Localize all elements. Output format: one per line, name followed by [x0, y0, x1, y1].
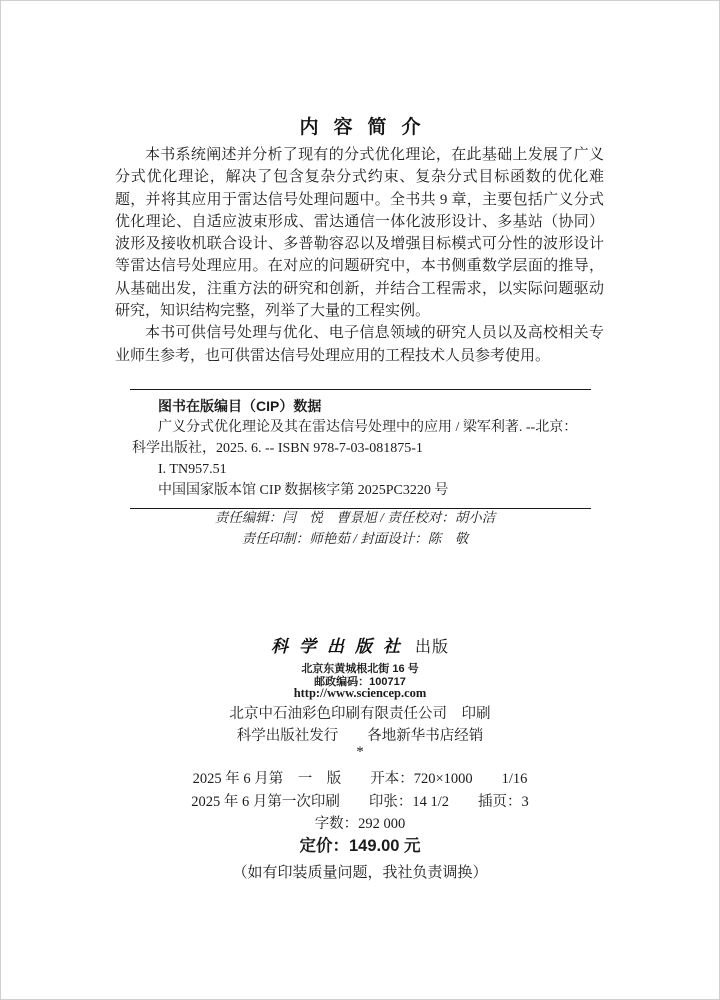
cip-record-number-line: 中国国家版本馆 CIP 数据核字第 2025PC3220 号 [158, 483, 449, 498]
content-summary-heading: 内容简介 [299, 117, 436, 138]
cip-data-block [130, 389, 591, 509]
credits-print-design-line: 责任印制：师艳茹 / 封面设计：陈 敬 [241, 531, 469, 546]
editorial-credits [0, 507, 710, 549]
publisher-logo: 科学出版社 [270, 637, 411, 656]
cip-book-title-line: 广义分式优化理论及其在雷达信号处理中的应用 / 梁军利著. --北京： [158, 420, 578, 435]
intro-paragraph-1: 本书系统阐述并分析了现有的分式优化理论，在此基础上发展了广义分式优化理论，解决了包含复杂分式约束、复杂分式目标函数的优化难题，并将其应用于雷达信号处理问题中。全书共 9 章，主要包括广义分式优化理论、自适应波束形成、雷达通信一体化波形设计、多基站（协同）波形及接收机联合设计、多普勒容忍以及增强目标模式可分性的波形设计等雷达信号处理应用。在对应的问题研究中，本书侧重数学层面的推导，从基础出发，注重方法的研究和创新，并结合工程需求，以实际问题驱动研究，知识结构完整，列举了大量的工程实例。 [115, 147, 604, 320]
publisher-website: http://www.sciencep.com [293, 686, 427, 700]
credits-editors-line: 责任编辑：闫 悦 曹景旭 / 责任校对：胡小洁 [214, 510, 496, 525]
distribution-info: 科学出版社发行 各地新华书店经销 [236, 728, 484, 744]
content-summary-text [115, 144, 604, 367]
publisher-logo-line [0, 632, 720, 657]
intro-paragraph-2: 本书可供信号处理与优化、电子信息领域的研究人员以及高校相关专业师生参考，也可供雷达信号处理应用的工程技术人员参考使用。 [115, 325, 604, 364]
edition-format-line: 2025 年 6 月第 一 版 开本：720×1000 1/16 [192, 771, 528, 787]
cip-classification-line: I. TN957.51 [158, 462, 227, 477]
quality-notice: （如有印装质量问题，我社负责调换） [232, 865, 488, 881]
price-line: 定价：149.00 元 [299, 837, 421, 855]
printer-info: 北京中石油彩色印刷有限责任公司 印刷 [229, 706, 491, 722]
separator-asterisk: * [356, 744, 364, 760]
cip-title: 图书在版编目（CIP）数据 [158, 398, 322, 414]
impression-sheets-line: 2025 年 6 月第一次印刷 印张：14 1/2 插页：3 [191, 794, 529, 810]
publisher-suffix: 出版 [414, 639, 449, 656]
cip-publisher-isbn-line: 科学出版社，2025. 6. -- ISBN 978-7-03-081875-1 [132, 441, 423, 456]
publisher-postal-code: 邮政编码：100717 [314, 676, 406, 688]
publisher-address: 北京东黄城根北街 16 号 [301, 663, 419, 675]
word-count-line: 字数：292 000 [314, 816, 406, 832]
